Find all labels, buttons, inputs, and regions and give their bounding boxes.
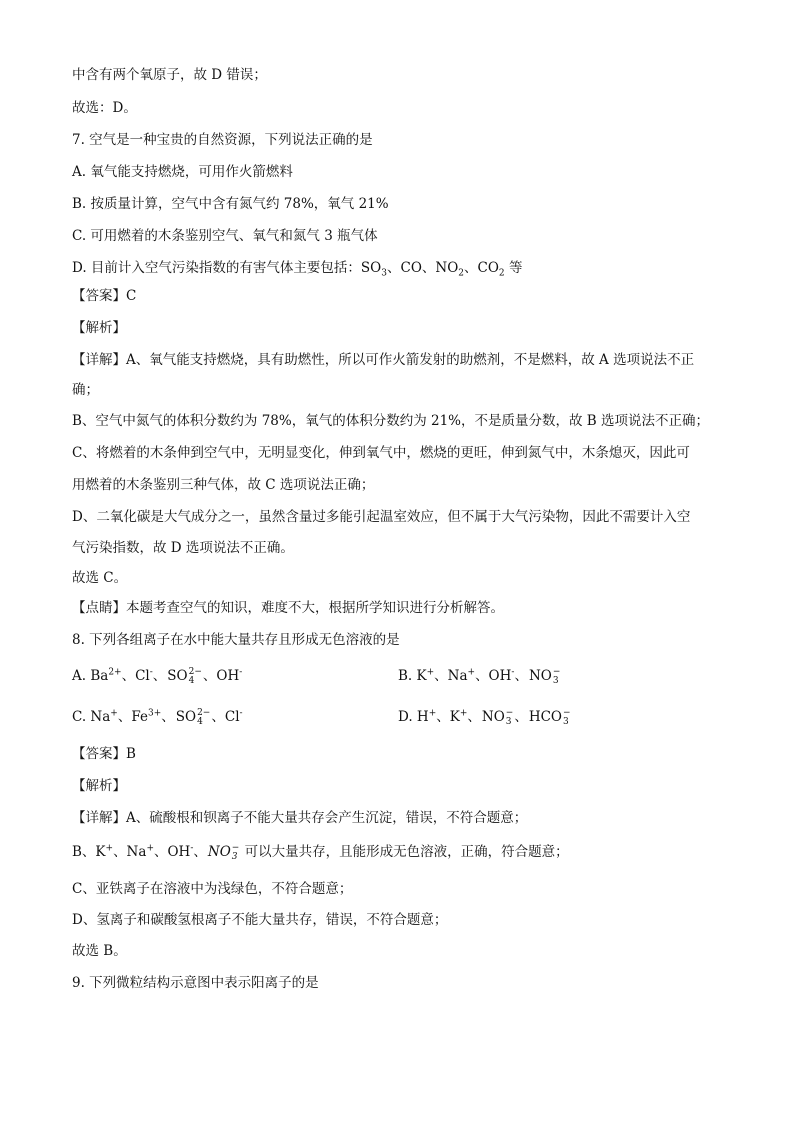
- subscript: 3: [231, 851, 238, 862]
- separator: 、: [421, 260, 436, 276]
- ion-symbol: NO: [207, 844, 231, 860]
- superscript: +: [110, 708, 118, 719]
- detail-line: 【详解】A、硫酸根和钡离子不能大量共存会产生沉淀，错误，不符合题意；: [72, 810, 528, 826]
- ion-oh: 、OH: [153, 844, 191, 860]
- detail-b-tail: 可以大量共存，且能形成无色溶液，正确，符合题意；: [240, 844, 569, 860]
- charge: 2−: [188, 666, 202, 677]
- detail-b-prefix: B、K: [72, 844, 106, 860]
- ion-nitrate: [208, 843, 239, 862]
- ion-na: 、Na: [434, 668, 468, 684]
- answer-label: 【答案】C: [72, 288, 137, 304]
- choice-line: 故选 C。: [72, 570, 128, 586]
- ion-symbol: NO: [481, 709, 505, 725]
- charge: −: [505, 707, 514, 718]
- formula-no2: NO: [435, 260, 459, 276]
- answer-label: 【答案】B: [72, 746, 136, 762]
- ion-symbol: NO: [528, 668, 552, 684]
- superscript: +: [426, 667, 435, 678]
- superscript: -: [239, 708, 243, 719]
- superscript: -: [511, 667, 515, 678]
- superscript: 2+: [108, 667, 122, 678]
- ion-k: 、K: [436, 709, 460, 725]
- ion-nitrate: [482, 708, 513, 727]
- ion-nitrate: [529, 667, 560, 686]
- separator: 、: [161, 709, 175, 725]
- detail-line-b: [72, 843, 569, 862]
- text-line: 故选：D。: [72, 100, 137, 116]
- subscript: 3: [381, 268, 387, 279]
- ion-cl: 、Cl: [121, 668, 150, 684]
- detail-line: 确；: [72, 382, 99, 398]
- superscript: +: [428, 708, 437, 719]
- detail-line: 【详解】A、氧气能支持燃烧，具有助燃性，所以可作火箭发射的助燃剂，不是燃料，故 A 选项说法不正: [72, 352, 695, 368]
- detail-line: B、空气中氮气的体积分数约为 78%，氧气的体积分数约为 21%，不是质量分数，故 B 选项说法不正确；: [72, 413, 710, 429]
- question-7-title: 7. 空气是一种宝贵的自然资源，下列说法正确的是: [72, 132, 373, 148]
- separator: 、: [152, 668, 167, 684]
- superscript: +: [105, 843, 114, 854]
- ion-na: 、Na: [113, 844, 147, 860]
- subscript: 3: [505, 716, 512, 727]
- option-d-prefix: D. H: [398, 709, 429, 725]
- superscript: +: [459, 708, 468, 719]
- question-9-title: 9. 下列微粒结构示意图中表示阳离子的是: [72, 975, 319, 991]
- q8-option-b: [398, 667, 561, 686]
- option-b: B. 按质量计算，空气中含有氮气约 78%，氧气 21%: [72, 196, 389, 212]
- ion-symbol: SO: [175, 709, 197, 725]
- superscript: 3+: [147, 708, 162, 719]
- separator: 、: [386, 260, 401, 276]
- formula-co: CO: [400, 260, 422, 276]
- text-line: 中含有两个氧原子，故 D 错误；: [72, 67, 267, 83]
- separator: 、: [514, 709, 528, 725]
- comment-line: 【点睛】本题考查空气的知识，难度不大，根据所学知识进行分析解答。: [72, 600, 504, 616]
- subscript: 4: [188, 675, 195, 686]
- analysis-label: 【解析】: [72, 778, 126, 794]
- detail-line: C、亚铁离子在溶液中为浅绿色，不符合题意；: [72, 881, 353, 897]
- charge: 2−: [197, 707, 211, 718]
- ion-oh: 、OH: [202, 668, 240, 684]
- superscript: +: [146, 843, 154, 854]
- formula-co2: CO: [477, 260, 499, 276]
- ion-sulfate: [167, 667, 202, 686]
- subscript: 2: [498, 268, 505, 279]
- separator: 、: [467, 709, 481, 725]
- analysis-label: 【解析】: [72, 320, 126, 336]
- superscript: +: [467, 667, 476, 678]
- ion-symbol: SO: [167, 668, 188, 684]
- option-c: C. 可用燃着的木条鉴别空气、氧气和氮气 3 瓶气体: [72, 228, 378, 244]
- question-8-title: 8. 下列各组离子在水中能大量共存且形成无色溶液的是: [72, 632, 400, 648]
- ion-cl: 、Cl: [211, 709, 240, 725]
- subscript: 3: [552, 675, 559, 686]
- detail-line: D、氢离子和碳酸氢根离子不能大量共存，错误，不符合题意；: [72, 912, 448, 928]
- detail-line: D、二氧化碳是大气成分之一，虽然含量过多能引起温室效应，但不属于大气污染物，因此不需要计入空: [72, 509, 691, 525]
- option-d: [72, 259, 522, 277]
- q8-option-a: [72, 667, 242, 686]
- option-d-prefix: D. 目前计入空气污染指数的有害气体主要包括：SO: [72, 260, 382, 276]
- superscript: -: [239, 667, 243, 678]
- subscript: 4: [197, 716, 203, 727]
- ion-symbol: HCO: [528, 709, 562, 725]
- option-d-tail: 等: [504, 260, 523, 276]
- charge: −: [231, 842, 240, 853]
- detail-line: C、将燃着的木条伸到空气中，无明显变化，伸到氧气中，燃烧的更旺，伸到氮气中，木条熄灭，因此可: [72, 445, 690, 461]
- option-b-prefix: B. K: [398, 668, 427, 684]
- choice-line: 故选 B。: [72, 943, 127, 959]
- ion-sulfate: [176, 708, 211, 727]
- separator: 、: [464, 260, 478, 276]
- separator: 、: [514, 668, 528, 684]
- option-c-prefix: C. Na: [72, 709, 111, 725]
- superscript: -: [149, 667, 153, 678]
- ion-bicarbonate: [529, 708, 571, 727]
- charge: −: [552, 666, 561, 677]
- ion-fe: 、Fe: [117, 709, 148, 725]
- q8-option-c: [72, 708, 243, 727]
- option-a: A. 氧气能支持燃烧，可用作火箭燃料: [72, 164, 293, 180]
- ion-oh: 、OH: [475, 668, 512, 684]
- detail-line: 用燃着的木条鉴别三种气体，故 C 选项说法正确；: [72, 477, 375, 493]
- subscript: 2: [458, 268, 465, 279]
- separator: 、: [193, 844, 207, 860]
- q8-option-d: [398, 708, 572, 727]
- detail-line: 气污染指数，故 D 选项说法不正确。: [72, 540, 294, 556]
- option-a-prefix: A. Ba: [72, 668, 109, 684]
- superscript: -: [190, 843, 194, 854]
- charge: −: [563, 707, 571, 718]
- subscript: 3: [563, 716, 569, 727]
